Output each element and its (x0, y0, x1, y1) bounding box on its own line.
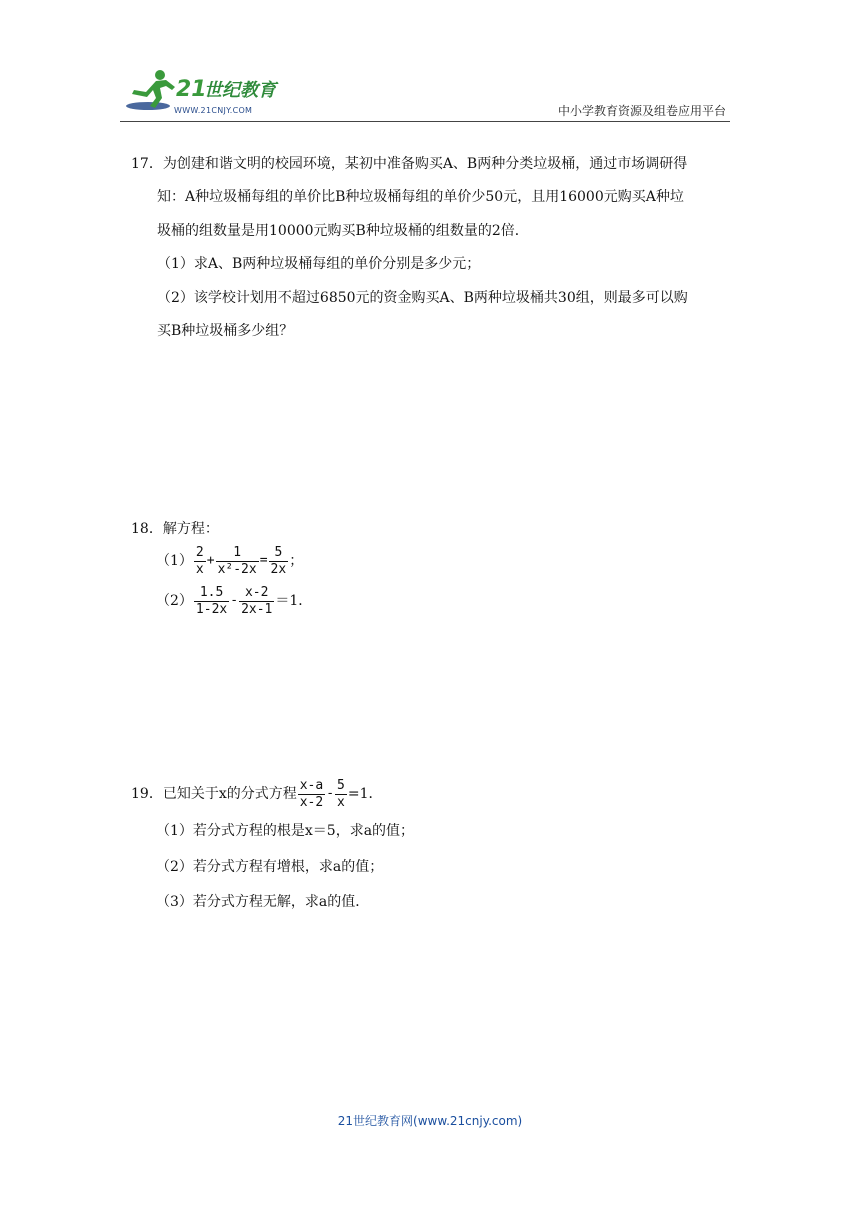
numerator: 1.5 (199, 584, 224, 600)
q19-sub-1: （1）若分式方程的根是x＝5，求a的值； (156, 823, 415, 839)
numerator: x-a (299, 777, 324, 793)
page-footer[interactable]: 21世纪教育网(www.21cnjy.com) (337, 1114, 523, 1128)
question-19 (131, 774, 631, 921)
equation-2 (131, 581, 531, 621)
q17-line: 知：A种垃圾桶每组的单价比B种垃圾桶每组的单价少50元，且用16000元购买A种垃 (157, 189, 684, 206)
q19-lead: 19．已知关于x的分式方程 (131, 786, 297, 802)
svg-text:21: 21 (176, 77, 207, 102)
fraction (335, 778, 347, 811)
question-18 (131, 517, 531, 621)
operator: - (230, 593, 239, 608)
fraction (216, 545, 259, 578)
denominator: x (337, 794, 345, 810)
svg-text:世纪教育: 世纪教育 (204, 80, 276, 101)
denominator: 2x-1 (241, 601, 273, 617)
fraction (194, 545, 206, 578)
header-right-text: 中小学教育资源及组卷应用平台 (557, 104, 726, 118)
operator: + (206, 553, 215, 568)
eq1-label: （1） (156, 553, 193, 569)
q17-line: 圾桶的组数量是用10000元购买B种垃圾桶的组数量的2倍． (157, 222, 529, 239)
q19-tail: =1． (347, 786, 383, 802)
equation-1 (131, 541, 531, 581)
fraction (269, 545, 289, 578)
numerator: x-2 (244, 584, 269, 600)
fraction (298, 778, 325, 811)
denominator: x²-2x (217, 561, 257, 577)
q17-sub-1: （1）求A、B两种垃圾桶每组的单价分别是多少元； (157, 256, 481, 273)
numerator: 2 (195, 544, 204, 560)
q18-title: 18．解方程： (131, 521, 219, 537)
operator: = (259, 553, 268, 568)
question-17 (131, 148, 741, 348)
q17-sub-2-cont: 买B种垃圾桶多少组？ (157, 323, 294, 340)
fraction (239, 585, 274, 618)
denominator: x (195, 561, 204, 577)
page-header (120, 66, 730, 120)
eq2-label: （2） (156, 593, 193, 609)
eq2-tail: ＝1． (275, 593, 313, 609)
q19-stem (131, 774, 631, 814)
operator: - (326, 786, 335, 801)
denominator: 2x (270, 561, 287, 577)
q17-sub-2: （2）该学校计划用不超过6850元的资金购买A、B两种垃圾桶共30组，则最多可以购 (157, 289, 688, 306)
q17-line: 17．为创建和谐文明的校园环境，某初中准备购买A、B两种分类垃圾桶，通过市场调研得 (131, 156, 688, 172)
denominator: x-2 (299, 794, 324, 810)
eq1-tail: ； (289, 553, 304, 569)
denominator: 1-2x (195, 601, 228, 617)
numerator: 1 (233, 544, 242, 560)
numerator: 5 (274, 544, 283, 560)
q19-sub-2: （2）若分式方程有增根，求a的值； (156, 858, 384, 875)
q19-sub-3: （3）若分式方程无解，求a的值． (156, 894, 370, 911)
numerator: 5 (337, 777, 345, 793)
logo-url: WWW.21CNJY.COM (174, 106, 253, 115)
header-divider (120, 121, 730, 122)
fraction (194, 585, 229, 618)
